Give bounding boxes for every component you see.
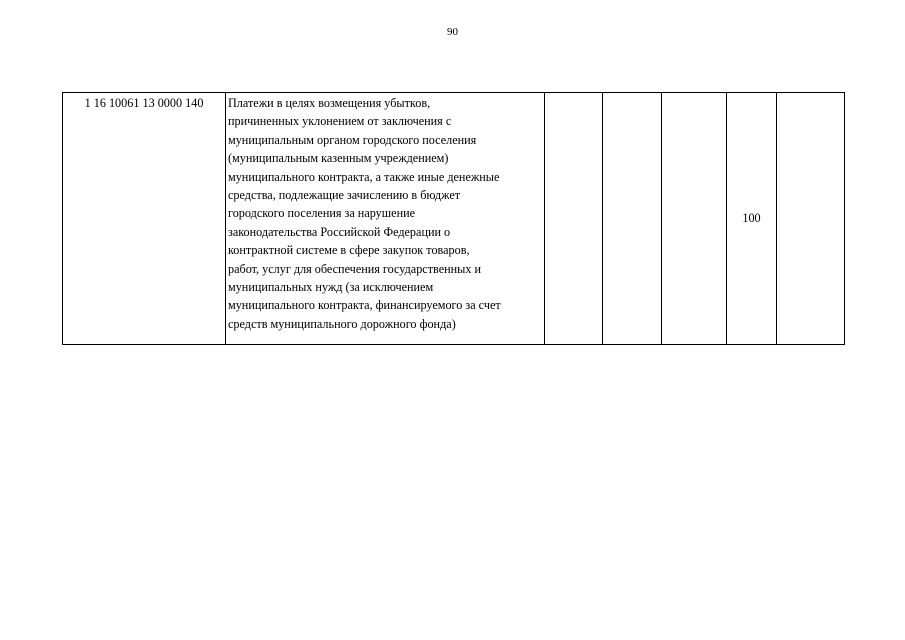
description-line: (муниципальным казенным учреждением) xyxy=(228,151,449,166)
description-line: муниципальных нужд (за исключением xyxy=(228,280,434,295)
description-line: законодательства Российской Федерации о xyxy=(228,224,451,239)
description-line: работ, услуг для обеспечения государственных и xyxy=(228,261,482,276)
budget-code-cell: 1 16 10061 13 0000 140 xyxy=(63,93,226,345)
budget-table xyxy=(62,92,845,345)
description-line: Платежи в целях возмещения убытков, xyxy=(228,96,431,110)
description-line: причиненных уклонением от заключения с xyxy=(228,114,452,129)
empty-cell-col3 xyxy=(545,93,603,345)
empty-cell-col5 xyxy=(662,93,727,345)
description-line: средств муниципального дорожного фонда) xyxy=(228,316,456,331)
description-line: контрактной системе в сфере закупок товаров, xyxy=(228,243,470,258)
page-number: 90 xyxy=(447,26,458,38)
table-row xyxy=(63,93,845,345)
description-line: муниципального контракта, а также иные денежные xyxy=(228,169,500,184)
description-line: городского поселения за нарушение xyxy=(228,206,416,221)
description-cell xyxy=(226,93,545,345)
value-cell: 100 xyxy=(727,93,777,345)
empty-cell-col7 xyxy=(777,93,845,345)
description-line: средства, подлежащие зачислению в бюджет xyxy=(228,188,461,203)
empty-cell-col4 xyxy=(603,93,662,345)
description-line: муниципального контракта, финансируемого за счет xyxy=(228,298,501,313)
description-line: муниципальным органом городского поселения xyxy=(228,132,477,147)
